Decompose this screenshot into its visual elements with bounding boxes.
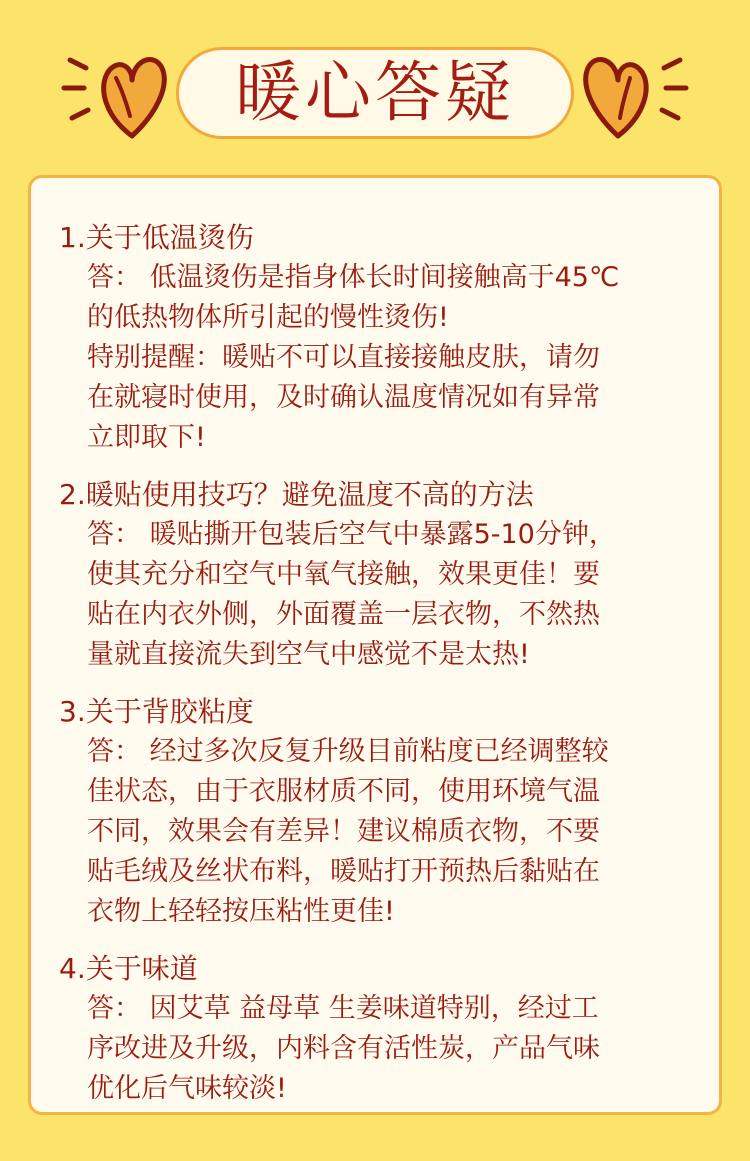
qa-card xyxy=(28,175,722,1115)
question-2: 2.暖贴使用技巧？避免温度不高的方法 xyxy=(59,478,534,511)
answer-line: 使其充分和空气中氧气接触，效果更佳！要 xyxy=(87,559,600,590)
answer-line: 贴在内衣外侧，外面覆盖一层衣物，不然热 xyxy=(87,599,600,630)
answer-2 xyxy=(59,515,699,675)
answer-line: 答： 因艾草 益母草 生姜味道特别，经过工 xyxy=(87,993,599,1024)
qa-section-4 xyxy=(59,949,699,1109)
answer-line: 佳状态，由于衣服材质不同，使用环境气温 xyxy=(87,776,600,807)
qa-list xyxy=(59,218,699,1126)
answer-line: 优化后气味较淡! xyxy=(87,1073,287,1104)
question-3: 3.关于背胶粘度 xyxy=(59,695,254,728)
answer-1 xyxy=(59,258,699,458)
page-title: 暖心答疑 xyxy=(235,54,515,131)
qa-section-2 xyxy=(59,475,699,675)
question-1: 1.关于低温烫伤 xyxy=(59,221,254,254)
answer-line: 答： 暖贴撕开包装后空气中暴露5-10分钟， xyxy=(87,519,616,550)
answer-4 xyxy=(59,989,699,1109)
question-4: 4.关于味道 xyxy=(59,952,198,985)
answer-line: 量就直接流失到空气中感觉不是太热! xyxy=(87,639,530,670)
answer-line: 的低热物体所引起的慢性烫伤! xyxy=(87,302,449,333)
answer-line: 立即取下! xyxy=(87,422,206,453)
qa-section-1 xyxy=(59,218,699,458)
answer-line: 答： 低温烫伤是指身体长时间接触高于45℃ xyxy=(87,262,620,293)
answer-line: 衣物上轻轻按压粘性更佳! xyxy=(87,896,395,927)
title-pill xyxy=(176,47,574,139)
heart-decoration-icon xyxy=(560,38,690,148)
answer-line: 答： 经过多次反复升级目前粘度已经调整较 xyxy=(87,736,609,767)
answer-line: 特别提醒：暖贴不可以直接接触皮肤，请勿 xyxy=(87,342,600,373)
answer-line: 在就寝时使用，及时确认温度情况如有异常 xyxy=(87,382,600,413)
answer-3 xyxy=(59,732,699,932)
answer-line: 不同，效果会有差异！建议棉质衣物，不要 xyxy=(87,816,600,847)
answer-line: 序改进及升级，内料含有活性炭，产品气味 xyxy=(87,1033,600,1064)
qa-section-3 xyxy=(59,692,699,932)
answer-line: 贴毛绒及丝状布料，暖贴打开预热后黏贴在 xyxy=(87,856,600,887)
header xyxy=(0,0,750,160)
heart-decoration-icon xyxy=(60,38,190,148)
